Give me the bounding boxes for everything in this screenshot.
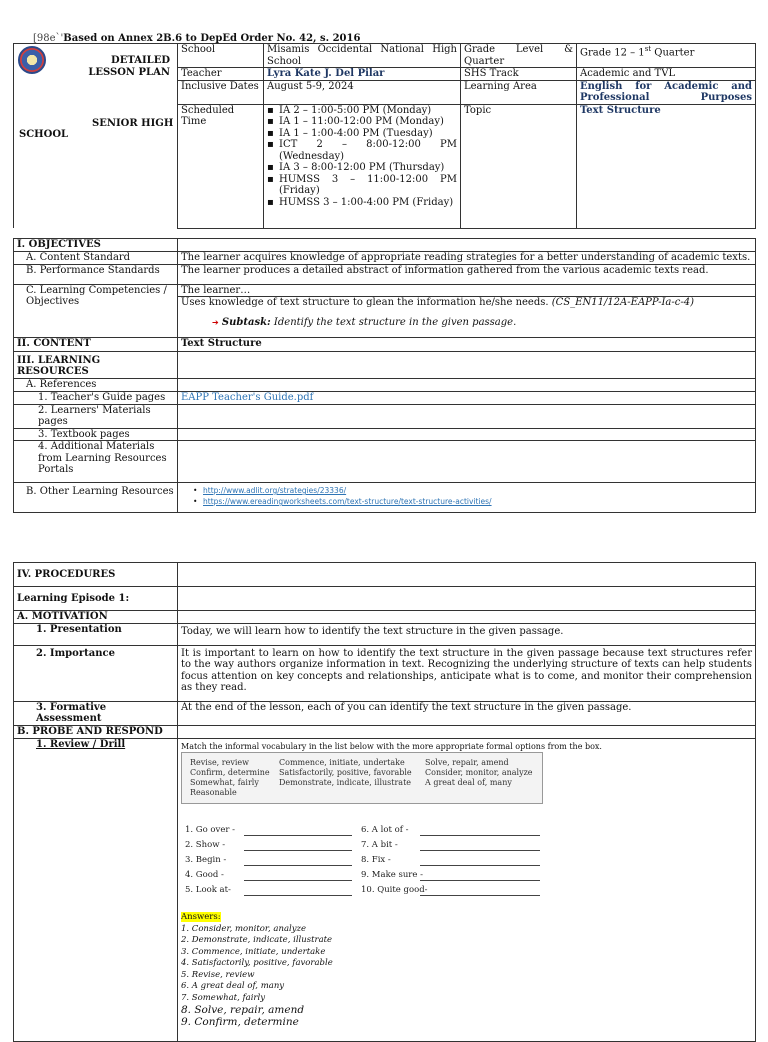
area-value: English for Academic and Professional Purposes <box>577 80 756 104</box>
objectives-table <box>13 238 756 513</box>
vocab-option: Demonstrate, indicate, illustrate <box>279 778 412 787</box>
vocab-option: Commence, initiate, undertake <box>279 758 405 767</box>
exercise-item: 6. A lot of - <box>361 825 409 835</box>
other-resources-label: B. Other Learning Resources <box>14 483 178 513</box>
teacher-value: Lyra Kate J. Del Pilar <box>264 68 461 81</box>
schedule-item: ▪ ICT 2 – 8:00-12:00 PM (Wednesday) <box>267 139 457 162</box>
answers-label: Answers: <box>181 912 221 922</box>
answer-item: 2. Demonstrate, indicate, illustrate <box>181 935 333 945</box>
grade-label: Grade Level & <box>464 44 573 55</box>
objectives-heading: I. OBJECTIVES <box>14 239 178 252</box>
formative-label: 3. Formative Assessment <box>14 701 178 725</box>
competencies-label: C. Learning Competencies / Objectives <box>14 284 178 337</box>
schedule-item: ▪ HUMSS 3 – 11:00-12:00 PM (Friday) <box>267 174 457 197</box>
grade-label-2: Quarter <box>464 55 505 67</box>
content-heading: II. CONTENT <box>14 337 178 351</box>
vocab-box <box>181 752 543 804</box>
exercise-item: 5. Look at- <box>185 885 231 895</box>
plan-title-1: DETAILED <box>111 55 170 66</box>
header-note: [98e`' <box>33 33 64 44</box>
schedule-list <box>267 105 457 209</box>
performance-standard-label: B. Performance Standards <box>14 264 178 284</box>
answer-blank-line[interactable] <box>420 827 540 836</box>
teachers-guide-label: 1. Teacher's Guide pages <box>14 391 178 404</box>
answer-blank-line[interactable] <box>420 872 540 881</box>
answer-blank-line[interactable] <box>244 872 352 881</box>
dates-value: August 5-9, 2024 <box>264 80 461 104</box>
exercise-item: 2. Show - <box>185 840 226 850</box>
presentation-text: Today, we will learn how to identify the text structure in the given passage. <box>178 623 756 645</box>
textbook-label: 3. Textbook pages <box>14 428 178 441</box>
answers-block <box>181 912 333 1028</box>
motivation-heading: A. MOTIVATION <box>14 611 178 624</box>
exercise-item: 3. Begin - <box>185 855 227 865</box>
info-table <box>13 43 756 229</box>
answer-item: 3. Commence, initiate, undertake <box>181 946 326 957</box>
answer-blank-line[interactable] <box>244 887 352 896</box>
resource-link[interactable]: • http://www.adlit.org/strategies/23336/ <box>203 485 752 496</box>
sched-label: Scheduled Time <box>178 104 264 228</box>
competencies-text: Uses knowledge of text structure to glean the information he/she needs. <box>181 297 549 308</box>
exercise-item: 8. Fix - <box>361 855 391 865</box>
vocab-option: Reasonable <box>190 788 237 797</box>
answer-item: 9. Confirm, determine <box>181 1016 299 1028</box>
answer-item: 4. Satisfactorily, positive, favorable <box>181 958 333 968</box>
school-word-label: SCHOOL <box>19 129 69 140</box>
schedule-item: ▪ IA 2 – 1:00-5:00 PM (Monday) <box>267 105 457 117</box>
performance-standard-text: The learner produces a detailed abstract of information gathered from the various academic texts read. <box>178 264 756 284</box>
track-label: SHS Track <box>461 68 577 81</box>
topic-label: Topic <box>461 104 577 228</box>
review-label-text: 1. Review / Drill <box>36 738 126 750</box>
school-value: Misamis Occidental National High School <box>264 44 461 68</box>
schedule-item: ▪ IA 1 – 11:00-12:00 PM (Monday) <box>267 116 457 128</box>
references-label: A. References <box>14 378 178 391</box>
answer-item: 5. Revise, review <box>181 969 255 980</box>
exercise-item: 9. Make sure - <box>361 870 423 880</box>
subtask-bullet-icon: ➔ <box>212 317 219 327</box>
competencies-intro: The learner… <box>178 285 755 298</box>
importance-text: It is important to learn on how to identify the text structure in the given passage because text structures refer to the way authors organize information in text. Recognizing the underlying structure of texts can help students focus attention on key concepts and relationships, anticipate what is to come, and monitor their comprehension as they read. <box>178 645 756 701</box>
exercise-item: 7. A bit - <box>361 840 398 850</box>
vocab-option: Satisfactorily, positive, favorable <box>279 768 412 777</box>
exercise-item: 1. Go over - <box>185 825 236 835</box>
exercise-item: 10. Quite good- <box>361 885 428 895</box>
content-standard-text: The learner acquires knowledge of appropriate reading strategies for a better understanding of academic texts. <box>178 251 756 264</box>
schedule-cell <box>264 104 461 228</box>
senior-high-label: SENIOR HIGH <box>92 118 174 129</box>
presentation-label: 1. Presentation <box>14 623 178 645</box>
learners-materials-label: 2. Learners' Materials pages <box>14 404 178 428</box>
teachers-guide-link[interactable]: EAPP Teacher's Guide.pdf <box>178 391 756 404</box>
vocab-option: Consider, monitor, analyze <box>425 768 533 777</box>
vocab-option: Solve, repair, amend <box>425 758 509 767</box>
answer-item: 1. Consider, monitor, analyze <box>181 923 307 934</box>
answer-blank-line[interactable] <box>244 857 352 866</box>
answer-blank-line[interactable] <box>420 842 540 851</box>
grade-value: Grade 12 – 1st Quarter <box>577 44 756 68</box>
review-label <box>14 738 178 1042</box>
answer-blank-line[interactable] <box>420 857 540 866</box>
vocab-option: Somewhat, fairly <box>190 778 259 787</box>
vocab-column-2 <box>279 758 412 788</box>
school-label: School <box>178 44 264 68</box>
competencies-code: (CS_EN11/12A-EAPP-Ia-c-4) <box>551 297 694 308</box>
links-list <box>181 485 752 507</box>
additional-materials-label: 4. Additional Materials from Learning Resources Portals <box>14 441 178 483</box>
importance-label: 2. Importance <box>14 645 178 701</box>
schedule-item: ▪ IA 1 – 1:00-4:00 PM (Tuesday) <box>267 128 457 140</box>
vocab-column-1 <box>190 758 270 798</box>
answer-item: 8. Solve, repair, amend <box>181 1004 305 1016</box>
content-standard-label: A. Content Standard <box>14 251 178 264</box>
deped-seal-icon <box>18 46 46 74</box>
vocab-option: Confirm, determine <box>190 768 270 777</box>
probe-heading: B. PROBE AND RESPOND <box>14 725 178 738</box>
subtask-text: Identify the text structure in the given passage. <box>273 316 517 328</box>
episode-label: Learning Episode 1: <box>14 587 178 611</box>
schedule-item: ▪ HUMSS 3 – 1:00-4:00 PM (Friday) <box>267 197 457 209</box>
teacher-label: Teacher <box>178 68 264 81</box>
topic-value: Text Structure <box>577 104 756 228</box>
vocab-option: Revise, review <box>190 758 249 767</box>
answer-item: 7. Somewhat, fairly <box>181 992 265 1003</box>
review-instruction: Match the informal vocabulary in the list below with the more appropriate formal options from the box. <box>181 741 602 751</box>
header-title: Based on Annex 2B.6 to DepEd Order No. 42, s. 2016 <box>63 33 361 44</box>
formative-text: At the end of the lesson, each of you can identify the text structure in the given passage. <box>178 701 756 725</box>
plan-title-2: LESSON PLAN <box>88 66 170 78</box>
procedures-heading: IV. PROCEDURES <box>14 563 178 587</box>
track-value: Academic and TVL <box>577 68 756 81</box>
answer-blank-line[interactable] <box>244 842 352 851</box>
vocab-column-3 <box>425 758 533 788</box>
subtask-label: Subtask: <box>221 316 271 328</box>
dates-label: Inclusive Dates <box>178 80 264 104</box>
resource-link[interactable]: • https://www.ereadingworksheets.com/text-structure/text-structure-activities/ <box>203 496 752 507</box>
area-label: Learning Area <box>461 80 577 104</box>
answer-blank-line[interactable] <box>244 827 352 836</box>
answer-item: 6. A great deal of, many <box>181 981 285 991</box>
answers-list <box>181 924 333 1029</box>
vocab-option: A great deal of, many <box>425 778 512 787</box>
schedule-item: ▪ IA 3 – 8:00-12:00 PM (Thursday) <box>267 162 457 174</box>
answer-blank-line[interactable] <box>420 887 540 896</box>
content-value: Text Structure <box>178 337 756 351</box>
exercise-item: 4. Good - <box>185 870 224 880</box>
resources-heading: III. LEARNING RESOURCES <box>14 351 178 378</box>
